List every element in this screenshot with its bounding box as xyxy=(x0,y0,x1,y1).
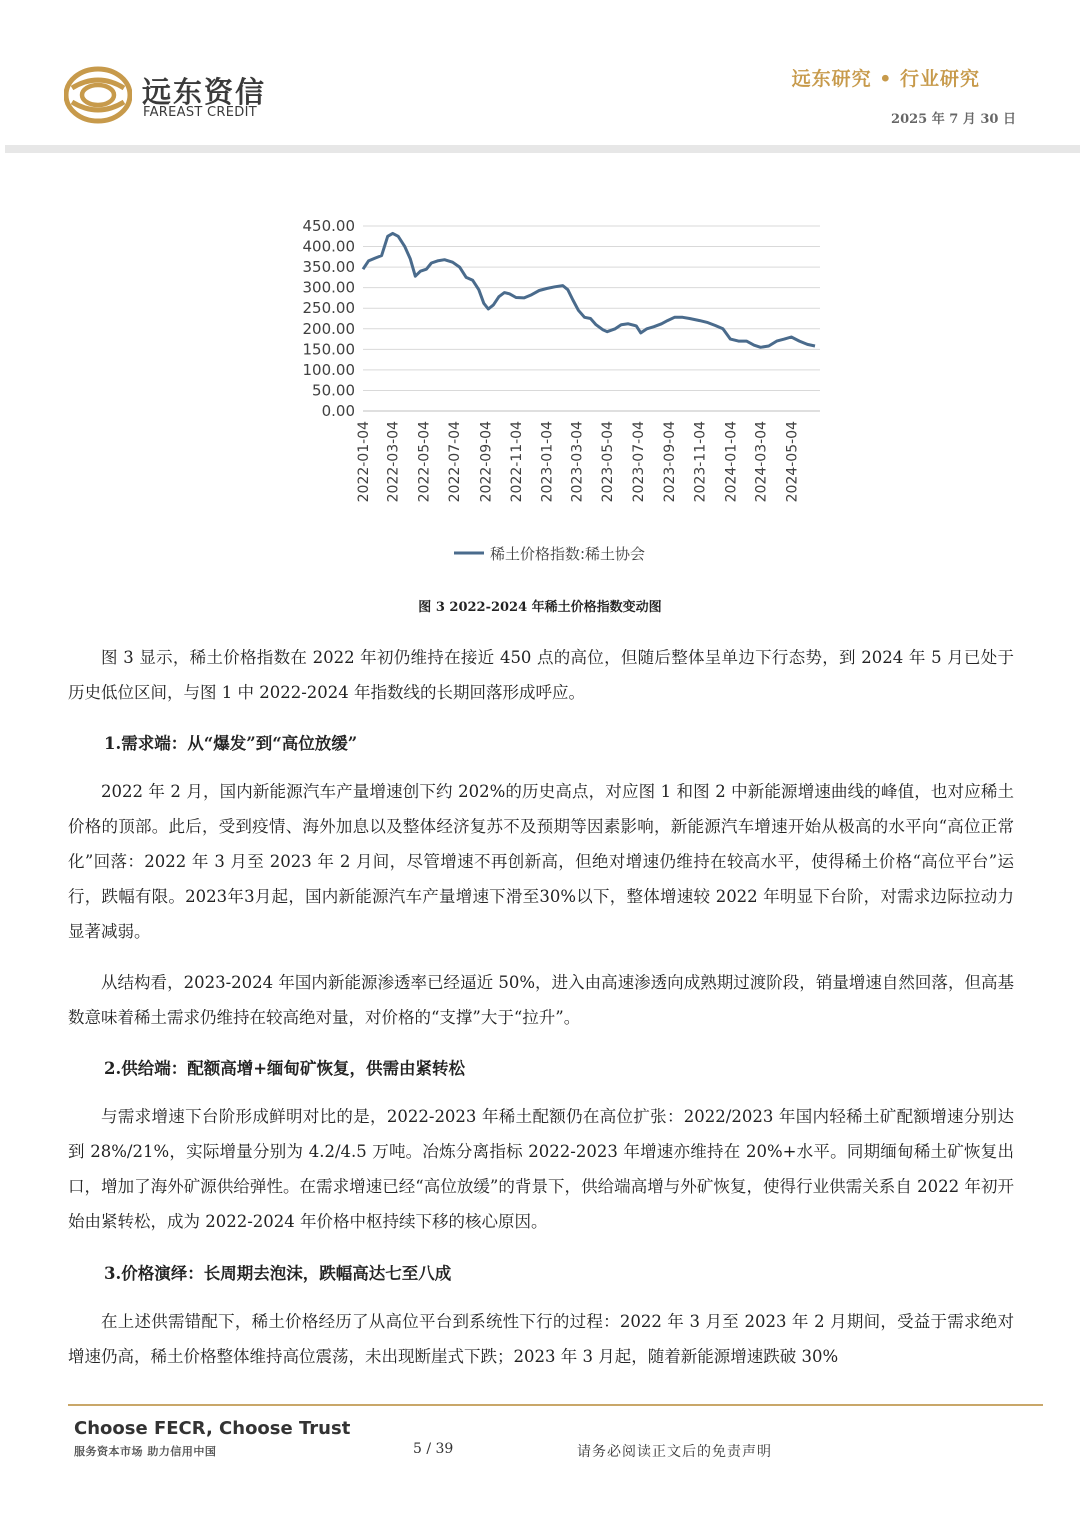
section-heading-demand: 1.需求端：从“爆发”到“高位放缓” xyxy=(104,734,358,753)
x-tick-label: 2024-03-04 xyxy=(753,421,770,503)
report-section-label: 远东研究 • 行业研究 xyxy=(791,68,980,90)
y-tick-label: 250.00 xyxy=(302,299,355,318)
x-tick-label: 2022-09-04 xyxy=(478,421,495,503)
section-heading-price: 3.价格演绎：长周期去泡沫，跌幅高达七至八成 xyxy=(104,1264,452,1283)
figure-caption: 图 3 2022-2024 年稀土价格指数变动图 xyxy=(418,600,662,615)
paragraph-2: 2022 年 2 月，国内新能源汽车产量增速创下约 202%的历史高点，对应图 1 和图 2 中新能源增速曲线的峰值，也对应稀土价格的顶部。此后，受到疫情、海外加息以及整体经济复苏不及预期等因素影响，新能源汽车增速开始从极高的水平向“高位正常化”回落：2022 年 3 月至 2023 年 2 月间，尽管增速不再创新高，但绝对增速仍维持在较高水平，使得稀土价格“高位平台”运行，跌幅有限。2023年3月起，国内新能源汽车产量增速下滑至30%以下，整体增速较 2022 年明显下台阶，对需求边际拉动力显著减弱。 xyxy=(68,782,1014,941)
header-divider xyxy=(5,145,1080,153)
paragraph-3: 从结构看，2023-2024 年国内新能源渗透率已经逼近 50%，进入由高速渗透向成熟期过渡阶段，销量增速自然回落，但高基数意味着稀土需求仍维持在较高绝对量，对价格的“支撑”大于“拉升”。 xyxy=(68,973,1014,1027)
y-tick-label: 400.00 xyxy=(302,237,355,256)
x-tick-label: 2022-05-04 xyxy=(416,421,433,503)
report-date: 2025 年 7 月 30 日 xyxy=(891,112,1016,127)
y-tick-label: 50.00 xyxy=(312,381,355,400)
y-tick-label: 350.00 xyxy=(302,258,355,277)
paragraph-1: 图 3 显示，稀土价格指数在 2022 年初仍维持在接近 450 点的高位，但随后整体呈单边下行态势，到 2024 年 5 月已处于历史低位区间，与图 1 中 2022-2024 年指数线的长期回落形成呼应。 xyxy=(68,648,1014,702)
y-tick-label: 150.00 xyxy=(302,340,355,359)
x-tick-label: 2023-01-04 xyxy=(539,421,556,503)
footer-divider xyxy=(68,1404,1043,1406)
y-tick-label: 300.00 xyxy=(302,278,355,297)
x-tick-label: 2023-07-04 xyxy=(630,421,647,503)
page-header xyxy=(0,0,1080,150)
logo-chinese-name: 远东资信 xyxy=(142,75,267,109)
paragraph-5: 在上述供需错配下，稀土价格经历了从高位平台到系统性下行的过程：2022 年 3 月至 2023 年 2 月期间，受益于需求绝对增速仍高，稀土价格整体维持高位震荡，未出现断崖式下跌；2023 年 3 月起，随着新能源增速跌破 30% xyxy=(68,1312,1014,1366)
x-tick-label: 2022-03-04 xyxy=(385,421,402,503)
logo-english-name: FAREAST CREDIT xyxy=(143,105,257,120)
rare-earth-price-index-chart xyxy=(270,205,830,585)
x-tick-label: 2022-07-04 xyxy=(447,421,464,503)
y-tick-label: 100.00 xyxy=(302,360,355,379)
x-tick-label: 2023-11-04 xyxy=(692,421,709,503)
x-tick-label: 2023-09-04 xyxy=(662,421,679,503)
y-tick-label: 450.00 xyxy=(302,217,355,235)
series-line xyxy=(363,233,815,347)
page-number: 5 / 39 xyxy=(413,1441,454,1457)
y-tick-label: 200.00 xyxy=(302,319,355,338)
x-tick-label: 2022-11-04 xyxy=(509,421,526,503)
x-tick-label: 2023-05-04 xyxy=(600,421,617,503)
x-tick-label: 2022-01-04 xyxy=(356,421,372,503)
legend-label: 稀土价格指数:稀土协会 xyxy=(490,545,646,563)
x-tick-label: 2024-01-04 xyxy=(723,421,740,503)
x-tick-label: 2024-05-04 xyxy=(784,421,801,503)
footer-subslogan: 服务资本市场 助力信用中国 xyxy=(74,1445,217,1458)
fareast-credit-logo-icon xyxy=(64,66,132,124)
y-tick-label: 0.00 xyxy=(321,402,355,420)
footer-disclaimer: 请务必阅读正文后的免责声明 xyxy=(577,1444,772,1460)
x-tick-label: 2023-03-04 xyxy=(569,421,586,503)
section-heading-supply: 2.供给端：配额高增+缅甸矿恢复，供需由紧转松 xyxy=(104,1059,466,1078)
paragraph-4: 与需求增速下台阶形成鲜明对比的是，2022-2023 年稀土配额仍在高位扩张：2022/2023 年国内轻稀土矿配额增速分别达到 28%/21%，实际增量分别为 4.2/4.5 万吨。冶炼分离指标 2022-2023 年增速亦维持在 20%+水平。同期缅甸稀土矿恢复出口，增加了海外矿源供给弹性。在需求增速已经“高位放缓”的背景下，供给端高增与外矿恢复，使得行业供需关系自 2022 年初开始由紧转松，成为 2022-2024 年价格中枢持续下移的核心原因。 xyxy=(68,1107,1014,1231)
footer-slogan: Choose FECR, Choose Trust xyxy=(74,1418,351,1439)
